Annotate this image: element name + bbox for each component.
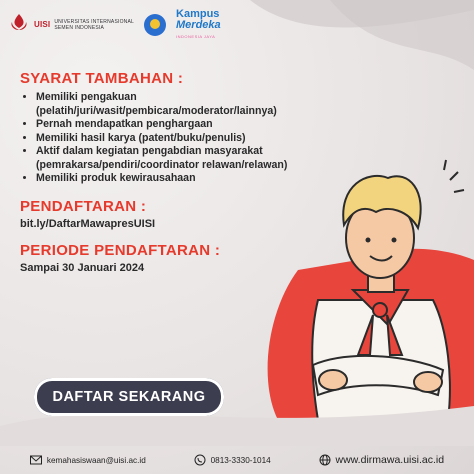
globe-icon: [319, 454, 331, 466]
daftar-sekarang-button[interactable]: DAFTAR SEKARANG: [34, 378, 224, 416]
list-item: • Aktif dalam kegiatan pengabdian masyarakat (pemrakarsa/pendiri/coordinator relawan/relawan): [36, 145, 320, 172]
header-logos: [8, 8, 221, 42]
list-item: • Memiliki pengakuan (pelatih/juri/wasit/pembicara/moderator/lainnya): [36, 91, 320, 118]
pendaftaran-title: PENDAFTARAN :: [20, 197, 147, 215]
tut-wuri-handayani-logo: [144, 14, 166, 36]
footer-phone[interactable]: [194, 454, 271, 466]
kampus-line1: Kampus: [176, 7, 220, 20]
footer-website-text: www.dirmawa.uisi.ac.id: [335, 454, 445, 466]
uisi-logo: [8, 12, 134, 38]
list-item: • Memiliki hasil karya (patent/buku/penulis): [36, 132, 320, 146]
footer-phone-text: 0813-3330-1014: [210, 455, 271, 465]
kampus-line2: Merdeka: [176, 18, 221, 31]
registration-link[interactable]: bit.ly/DaftarMawapresUISI: [20, 217, 156, 230]
list-item: • Pernah mendapatkan penghargaan: [36, 118, 320, 132]
footer-website[interactable]: [319, 454, 445, 466]
uisi-flame-icon: [8, 12, 30, 38]
kampus-merdeka-logo: [176, 9, 221, 42]
list-item: • Memiliki produk kewirausahaan: [36, 172, 320, 186]
periode-date: Sampai 30 Januari 2024: [20, 261, 145, 274]
kampus-line3: INDONESIA JAYA: [176, 33, 216, 39]
uisi-name: UISI: [34, 20, 51, 29]
footer: [0, 446, 474, 474]
syarat-title: SYARAT TAMBAHAN :: [20, 70, 184, 87]
periode-title: PERIODE PENDAFTARAN :: [20, 241, 221, 259]
uisi-line2: SEMEN INDONESIA: [54, 25, 105, 31]
uisi-line1: UNIVERSITAS INTERNASIONAL: [54, 19, 135, 25]
email-icon: [30, 454, 42, 466]
footer-email[interactable]: [30, 454, 146, 466]
whatsapp-icon: [194, 454, 206, 466]
footer-email-text: kemahasiswaan@uisi.ac.id: [46, 455, 146, 465]
